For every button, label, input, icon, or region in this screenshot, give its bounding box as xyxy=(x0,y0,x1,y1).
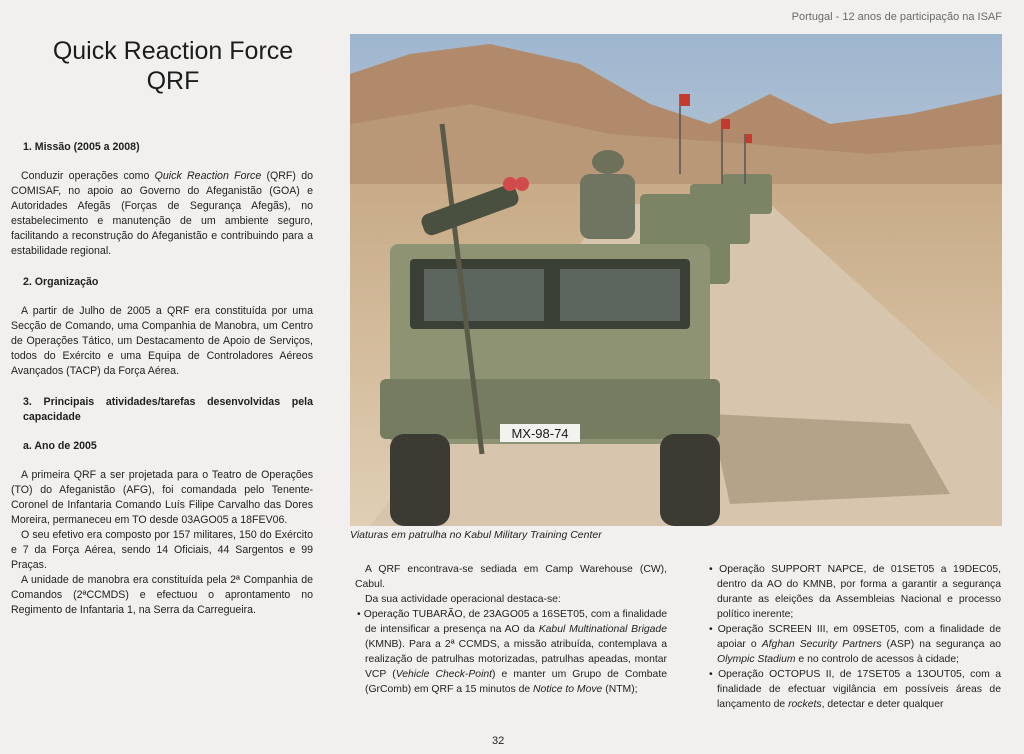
license-plate: MX-98-74 xyxy=(511,426,569,441)
bullet-tubarao-a: • Operação TUBARÃO, de 23AGO05 a 16SET05, com a finalidade de intensificar a presença na AO da xyxy=(357,609,667,635)
left-column xyxy=(11,140,313,634)
section-organization xyxy=(11,275,313,379)
section-mission-heading: 1. Missão (2005 a 2008) xyxy=(23,141,140,153)
middle-column xyxy=(355,562,667,697)
mission-text xyxy=(11,169,313,259)
photo-caption: Viaturas em patrulha no Kabul Military Training Center xyxy=(350,529,602,541)
section-organization-heading: 2. Organização xyxy=(23,276,99,288)
bullet-tubarao xyxy=(355,607,667,697)
page-title xyxy=(18,36,328,96)
bullet-tubarao-b: (KMNB). Para a 2ª CCMDS, a missão atribuída, contemplava a realização de patrulhas motorizadas, patrulhas apeadas, montar VCP ( xyxy=(365,639,667,680)
title-line-1: Quick Reaction Force xyxy=(52,37,294,65)
col2-paragraph-1: A QRF encontrava-se sediada em Camp Warehouse (CW), Cabul. xyxy=(355,564,667,590)
subsection-2005-heading: a. Ano de 2005 xyxy=(23,440,97,452)
bullet-screen-italic-2: Olympic Stadium xyxy=(717,654,796,665)
title-line-2: QRF xyxy=(146,67,200,95)
organization-text: A partir de Julho de 2005 a QRF era constituída por uma Secção de Comando, uma Companhia de Manobra, um Centro de Operações Tático, um Destacamento de Apoio de Serviços, todos do Exército e uma Equipa de Controladores Aéreos Avançados (TACP) da Força Aérea. xyxy=(11,305,313,377)
section-mission xyxy=(11,140,313,259)
section-activities xyxy=(11,395,313,618)
col2-paragraph-2: Da sua actividade operacional destaca-se: xyxy=(365,594,561,605)
paragraph-3: A unidade de manobra era constituída pela 2ª Companhia de Comandos (2ªCCMDS) e efectuou o aprontamento no Regimento de Infantaria 1, na Serra da Carregueira. xyxy=(11,574,313,616)
mission-text-italic: Quick Reaction Force xyxy=(154,170,262,182)
bullet-octopus-b: , detectar e deter qualquer xyxy=(821,699,944,710)
bullet-tubarao-italic-2: Vehicle Check-Point xyxy=(395,669,493,680)
running-header: Portugal - 12 anos de participação na ISAF xyxy=(791,11,1002,23)
bullet-octopus-ii xyxy=(707,667,1001,712)
bullet-screen-a: • Operação SCREEN III, em 09SET05, com a finalidade de apoiar o xyxy=(709,624,1001,650)
paragraph-1: A primeira QRF a ser projetada para o Teatro de Operações (TO) do Afeganistão (AFG), foi comandada pelo Tenente-Coronel de Infantaria Comando Luís Filipe Carvalho das Dores Moreira, permaneceu em TO desde 03AGO05 a 18FEV06. xyxy=(11,469,313,526)
page-number: 32 xyxy=(492,735,505,747)
mission-text-b: (QRF) do COMISAF, no apoio ao Governo do Afeganistão (GOA) e Autoridades Afegãs (Forças de Segurança Afegãs), no estabelecimento e manutenção de um ambiente seguro, facilitando a reconstrução do Afeganistão e contribuindo para a estabilidade regional. xyxy=(11,170,314,257)
bullet-screen-b: (ASP) na segurança ao xyxy=(881,639,1001,650)
bullet-screen-c: e no controlo de acessos à cidade; xyxy=(795,654,960,665)
bullet-tubarao-c: ) e manter um Grupo de Combate (GrComb) em QRF a 15 minutos de xyxy=(365,669,667,695)
bullet-tubarao-d: (NTM); xyxy=(602,684,638,695)
section-activities-heading: 3. Principais atividades/tarefas desenvolvidas pela capacidade xyxy=(23,396,313,423)
bullet-octopus-italic: rockets xyxy=(788,699,822,710)
bullet-tubarao-italic-3: Notice to Move xyxy=(533,684,603,695)
bullet-tubarao-italic-1: Kabul Multinational Brigade xyxy=(538,624,667,635)
bullet-screen-italic-1: Afghan Security Partners xyxy=(761,639,882,650)
bullet-octopus-a: • Operação OCTOPUS II, de 17SET05 a 13OUT05, com a finalidade de efectuar vigilância em possíveis áreas de lançamento de xyxy=(709,669,1001,710)
bullet-screen-iii xyxy=(707,622,1001,667)
paragraph-2: O seu efetivo era composto por 157 militares, 150 do Exército e 7 da Força Aérea, sendo 14 Oficiais, 44 Sargentos e 99 Praças. xyxy=(11,529,313,571)
right-column xyxy=(707,562,1001,712)
photo-vehicle-patrol xyxy=(350,34,1002,526)
mission-text-a: Conduzir operações como xyxy=(21,170,155,182)
bullet-support-napce: • Operação SUPPORT NAPCE, de 01SET05 a 19DEC05, dentro da AO do KMNB, por forma a garantir a segurança durante as eleições da Assembleias Nacional e processo político inerente; xyxy=(709,564,1001,620)
